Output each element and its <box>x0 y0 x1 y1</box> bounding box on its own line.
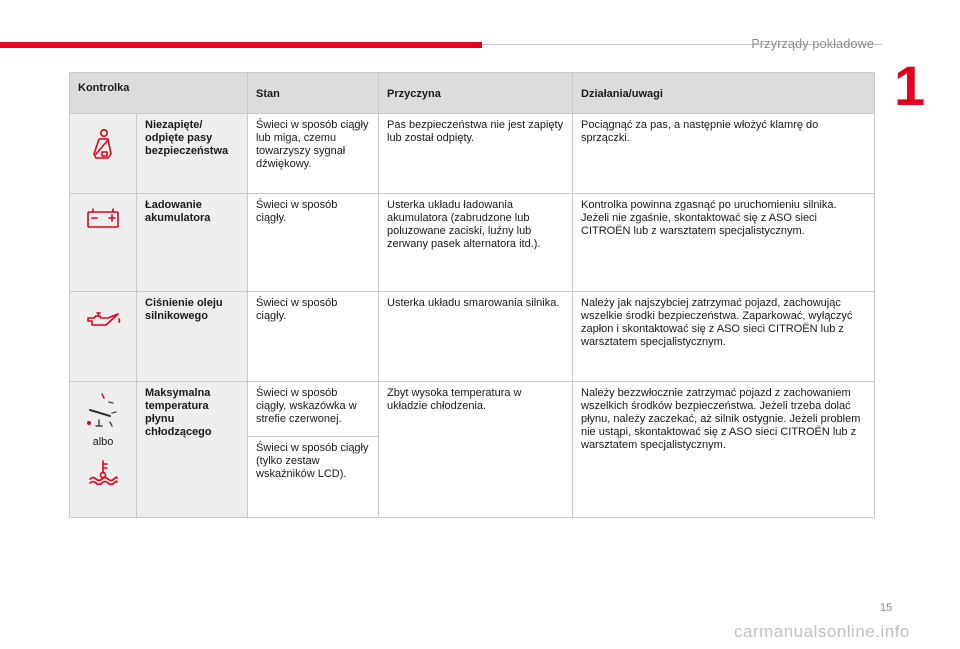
table-row <box>70 382 875 437</box>
row-cause: Usterka układu smarowania silnika. <box>379 292 573 382</box>
row-action: Należy jak najszybciej zatrzymać pojazd, zachowując wszelkie środki bezpieczeństwa. Zaparkować, wyłączyć zapłon i skontaktować się z ASO sieci CITROËN lub z warsztatem specjalistycznym. <box>573 292 875 382</box>
seatbelt-icon <box>88 128 118 164</box>
icon-cell <box>70 114 137 194</box>
chapter-number: 1 <box>894 54 926 117</box>
icon-cell <box>70 292 137 382</box>
row-state-alt: Świeci w sposób ciągły (tylko zestaw wskaźników LCD). <box>248 437 379 518</box>
watermark: carmanualsonline.info <box>734 622 910 641</box>
oil-can-icon <box>84 310 122 332</box>
row-cause: Pas bezpieczeństwa nie jest zapięty lub został odpięty. <box>379 114 573 194</box>
row-name: Ciśnienie oleju silnikowego <box>137 292 248 382</box>
icon-cell <box>70 382 137 518</box>
coolant-temperature-icon <box>87 459 119 485</box>
header-red-bar <box>0 42 482 48</box>
row-name: Maksymalna temperatura płynu chłodzącego <box>137 382 248 518</box>
page-number: 15 <box>880 602 893 614</box>
row-name: Niezapięte/ odpięte pasy bezpieczeństwa <box>137 114 248 194</box>
row-action: Należy bezzwłocznie zatrzymać pojazd z zachowaniem wszelkich środków bezpieczeństwa. Jeżeli trzeba dolać płynu, należy zaczekać, aż silnik ostygnie. Jeżeli problem nie ustąpi, skontaktować się z ASO sieci CITROËN lub z warsztatem specjalistycznym. <box>573 382 875 518</box>
table-header-row <box>70 73 875 114</box>
row-action: Kontrolka powinna zgasnąć po uruchomieniu silnika. Jeżeli nie zgaśnie, skontaktować się z ASO sieci CITROËN lub z warsztatem specjalistycznym. <box>573 194 875 292</box>
table-row <box>70 194 875 292</box>
row-action: Pociągnąć za pas, a następnie włożyć klamrę do sprzączki. <box>573 114 875 194</box>
row-state: Świeci w sposób ciągły. <box>248 194 379 292</box>
table-row <box>70 114 875 194</box>
header-kontrolka: Kontrolka <box>70 73 248 114</box>
row-state: Świeci w sposób ciągły lub miga, czemu towarzyszy sygnał dźwiękowy. <box>248 114 379 194</box>
coolant-gauge-icon <box>82 390 124 430</box>
row-state: Świeci w sposób ciągły. <box>248 292 379 382</box>
header-przyczyna: Przyczyna <box>379 73 573 114</box>
row-name: Ładowanie akumulatora <box>137 194 248 292</box>
warning-lights-table <box>69 72 875 518</box>
icon-cell <box>70 194 137 292</box>
battery-icon <box>86 206 120 230</box>
albo-label: albo <box>92 436 114 448</box>
header-dzialania: Działania/uwagi <box>573 73 875 114</box>
row-state: Świeci w sposób ciągły, wskazówka w strefie czerwonej. <box>248 382 379 437</box>
row-cause: Zbyt wysoka temperatura w układzie chłodzenia. <box>379 382 573 518</box>
table-row <box>70 292 875 382</box>
row-cause: Usterka układu ładowania akumulatora (zabrudzone lub poluzowane zaciski, luźny lub zerwany pasek alternatora itd.). <box>379 194 573 292</box>
section-title: Przyrządy pokładowe <box>751 37 874 51</box>
header-stan: Stan <box>248 73 379 114</box>
